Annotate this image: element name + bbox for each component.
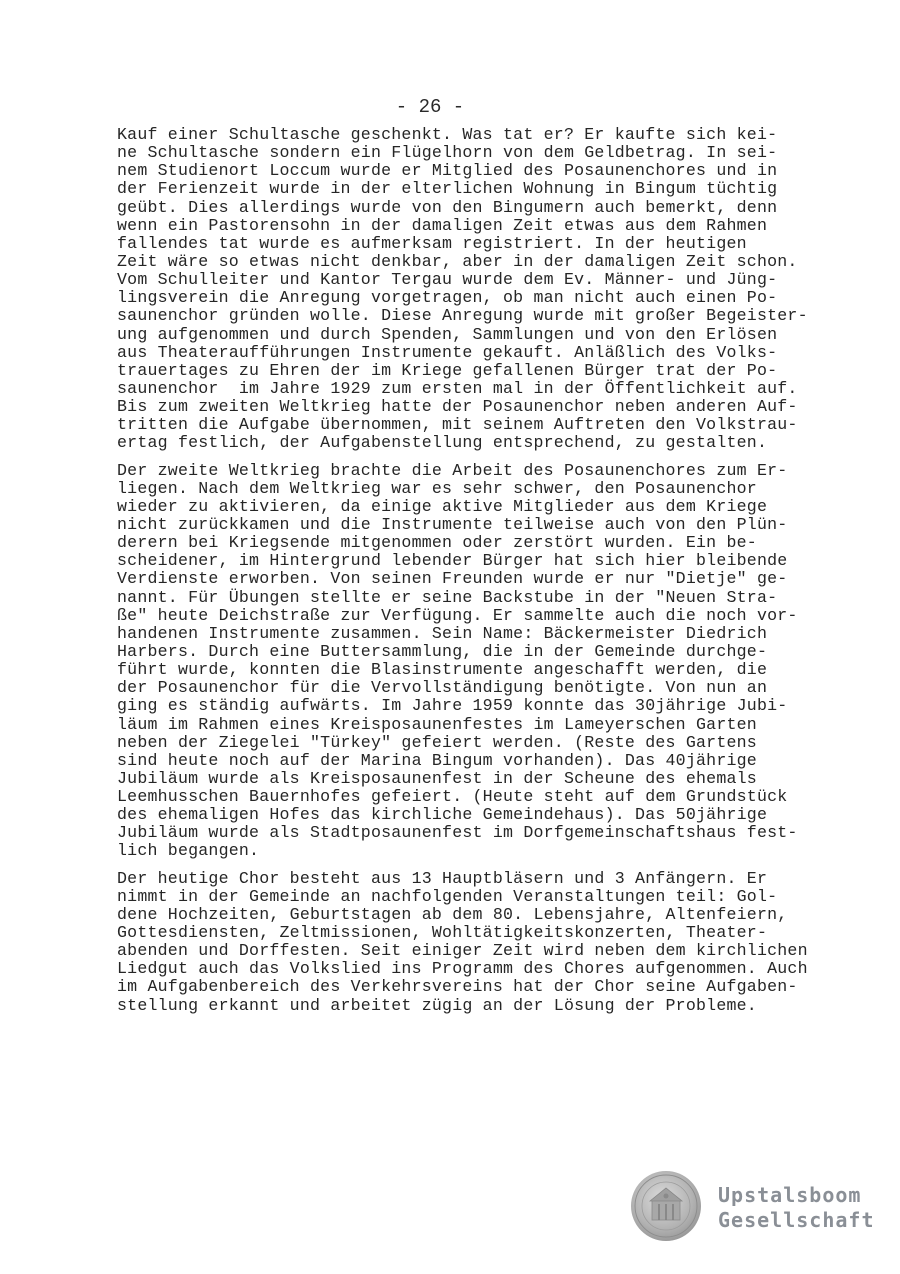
paragraph-2	[117, 462, 857, 861]
text-line: Kauf einer Schultasche geschenkt. Was tat er? Er kaufte sich kei-	[117, 125, 778, 144]
text-line: Zeit wäre so etwas nicht denkbar, aber in der damaligen Zeit schon.	[117, 251, 798, 271]
text-line: wieder zu aktivieren, da einige aktive Mitglieder aus dem Kriege	[117, 496, 768, 516]
upstalsboom-wordmark	[718, 1183, 875, 1233]
text-line: sind heute noch auf der Marina Bingum vorhanden). Das 40jährige	[117, 750, 757, 770]
text-line: nannt. Für Übungen stellte er seine Backstube in der "Neuen Stra-	[117, 587, 778, 607]
text-line: im Aufgabenbereich des Verkehrsvereins hat der Chor seine Aufgaben-	[117, 977, 798, 997]
wordmark-line-2: Gesellschaft	[718, 1208, 875, 1232]
text-line: geübt. Dies allerdings wurde von den Bingumern auch bemerkt, denn	[117, 197, 778, 217]
paragraph-1	[117, 126, 857, 453]
text-line: Gottesdiensten, Zeltmissionen, Wohltätigkeitskonzerten, Theater-	[117, 923, 768, 943]
text-line: scheidener, im Hintergrund lebender Bürger hat sich hier bleibende	[117, 551, 788, 571]
text-line: ne Schultasche sondern ein Flügelhorn von dem Geldbetrag. In sei-	[117, 143, 778, 163]
text-line: Jubiläum wurde als Kreisposaunenfest in der Scheune des ehemals	[117, 768, 757, 788]
text-line: läum im Rahmen eines Kreisposaunenfestes im Lameyerschen Garten	[117, 714, 757, 734]
text-line: liegen. Nach dem Weltkrieg war es sehr schwer, den Posaunenchor	[117, 478, 757, 498]
text-line: aus Theateraufführungen Instrumente gekauft. Anläßlich des Volks-	[117, 342, 778, 362]
text-line: saunenchor gründen wolle. Diese Anregung wurde mit großer Begeister-	[117, 306, 808, 326]
text-line: Der zweite Weltkrieg brachte die Arbeit des Posaunenchores zum Er-	[117, 460, 788, 480]
text-line: nicht zurückkamen und die Instrumente teilweise auch von den Plün-	[117, 514, 788, 534]
text-line: Harbers. Durch eine Buttersammlung, die in der Gemeinde durchge-	[117, 641, 768, 661]
text-line: lingsverein die Anregung vorgetragen, ob man nicht auch einen Po-	[117, 288, 778, 308]
text-line: lich begangen.	[117, 841, 260, 861]
text-line: ging es ständig aufwärts. Im Jahre 1959 konnte das 30jährige Jubi-	[117, 696, 788, 716]
text-line: fallendes tat wurde es aufmerksam registriert. In der heutigen	[117, 233, 747, 253]
text-line: Liedgut auch das Volkslied ins Programm des Chores aufgenommen. Auch	[117, 959, 808, 979]
text-line: handenen Instrumente zusammen. Sein Name: Bäckermeister Diedrich	[117, 623, 768, 643]
seal-icon	[630, 1170, 702, 1242]
text-line: Bis zum zweiten Weltkrieg hatte der Posaunenchor neben anderen Auf-	[117, 397, 798, 417]
text-line: Der heutige Chor besteht aus 13 Hauptbläsern und 3 Anfängern. Er	[117, 868, 768, 888]
text-line: stellung erkannt und arbeitet zügig an der Lösung der Probleme.	[117, 995, 757, 1015]
text-line: des ehemaligen Hofes das kirchliche Gemeindehaus). Das 50jährige	[117, 805, 768, 825]
text-line: abenden und Dorffesten. Seit einiger Zeit wird neben dem kirchlichen	[117, 941, 808, 961]
text-line: ung aufgenommen und durch Spenden, Sammlungen und von den Erlösen	[117, 324, 778, 344]
wordmark-line-1: Upstalsboom	[718, 1183, 862, 1207]
text-line: saunenchor im Jahre 1929 zum ersten mal in der Öffentlichkeit auf.	[117, 378, 798, 398]
text-line: der Ferienzeit wurde in der elterlichen Wohnung in Bingum tüchtig	[117, 179, 778, 199]
text-line: ertag festlich, der Aufgabenstellung entsprechend, zu gestalten.	[117, 433, 768, 453]
text-line: der Posaunenchor für die Vervollständigung benötigte. Von nun an	[117, 678, 768, 698]
text-line: Jubiläum wurde als Stadtposaunenfest im Dorfgemeinschaftshaus fest-	[117, 823, 798, 843]
text-line: ße" heute Deichstraße zur Verfügung. Er sammelte auch die noch vor-	[117, 605, 798, 625]
text-line: wenn ein Pastorensohn in der damaligen Zeit etwas aus dem Rahmen	[117, 215, 768, 235]
body-text	[117, 126, 857, 1024]
text-line: neben der Ziegelei "Türkey" gefeiert werden. (Reste des Gartens	[117, 732, 757, 752]
text-line: Vom Schulleiter und Kantor Tergau wurde dem Ev. Männer- und Jüng-	[117, 270, 778, 290]
text-line: nimmt in der Gemeinde an nachfolgenden Veranstaltungen teil: Gol-	[117, 886, 778, 906]
paragraph-3	[117, 870, 857, 1015]
page-number: - 26 -	[395, 96, 465, 118]
text-line: führt wurde, konnten die Blasinstrumente angeschafft werden, die	[117, 660, 768, 680]
text-line: Leemhusschen Bauernhofes gefeiert. (Heute steht auf dem Grundstück	[117, 787, 788, 807]
text-line: dene Hochzeiten, Geburtstagen ab dem 80. Lebensjahre, Altenfeiern,	[117, 904, 788, 924]
text-line: tritten die Aufgabe übernommen, mit seinem Auftreten den Volkstrau-	[117, 415, 798, 435]
text-line: trauertages zu Ehren der im Kriege gefallenen Bürger trat der Po-	[117, 360, 778, 380]
text-line: nem Studienort Loccum wurde er Mitglied des Posaunenchores und in	[117, 161, 778, 181]
text-line: Verdienste erworben. Von seinen Freunden wurde er nur "Dietje" ge-	[117, 569, 788, 589]
text-line: derern bei Kriegsende mitgenommen oder zerstört wurden. Ein be-	[117, 533, 757, 553]
